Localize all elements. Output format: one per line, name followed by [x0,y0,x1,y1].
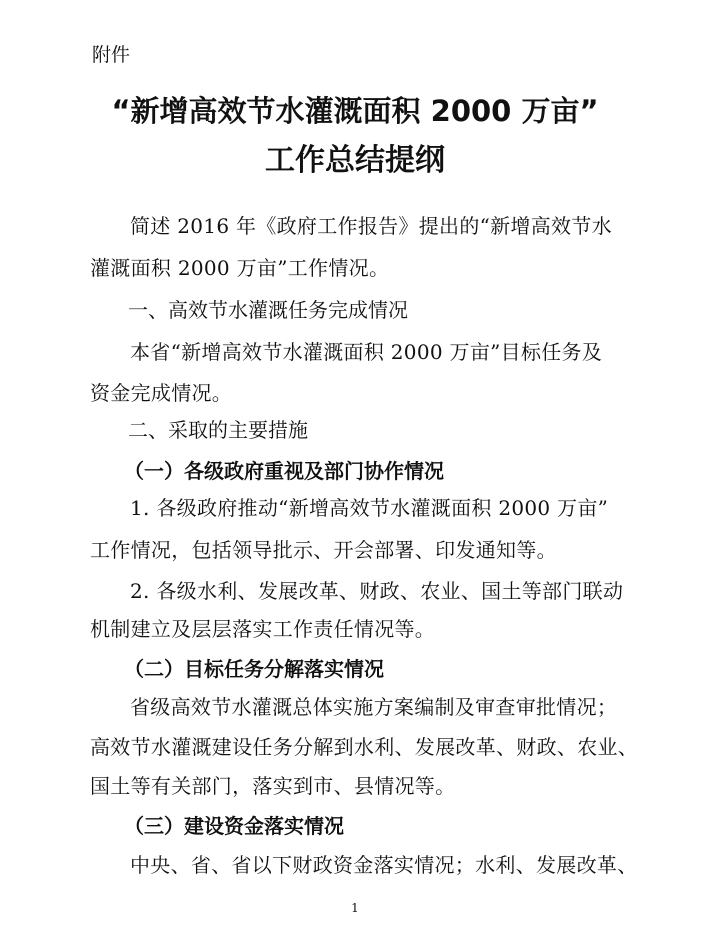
page-number: 1 [351,901,359,915]
intro-paragraph-line-2: 灌溉面积 2000 万亩”工作情况。 [90,256,390,280]
section-1-text-line-2: 资金完成情况。 [90,381,233,405]
subsection-2-text-line-2: 高效节水灌溉建设任务分解到水利、发展改革、财政、农业、 [90,735,639,759]
subsection-2-text-line-1: 省级高效节水灌溉总体实施方案编制及审查审批情况； [130,695,618,719]
subsection-1-item-1-line-2: 工作情况，包括领导批示、开会部署、印发通知等。 [90,538,557,562]
subsection-3-heading: （三）建设资金落实情况 [124,814,344,838]
intro-paragraph-line-1: 简述 2016 年《政府工作报告》提出的“新增高效节水 [130,214,612,238]
subsection-1-item-2-line-1: 2. 各级水利、发展改革、财政、农业、国土等部门联动 [130,579,624,603]
section-1-text-line-1: 本省“新增高效节水灌溉面积 2000 万亩”目标任务及 [130,340,603,364]
document-title-line-2: 工作总结提纲 [265,143,445,178]
subsection-2-heading: （二）目标任务分解落实情况 [124,657,384,681]
subsection-1-heading: （一）各级政府重视及部门协作情况 [124,459,444,483]
section-2-heading: 二、采取的主要措施 [128,418,308,442]
subsection-1-item-1-line-1: 1. 各级政府推动“新增高效节水灌溉面积 2000 万亩” [130,496,609,520]
subsection-3-text-line-1: 中央、省、省以下财政资金落实情况；水利、发展改革、 [130,853,638,877]
subsection-1-item-2-line-2: 机制建立及层层落实工作责任情况等。 [90,617,436,641]
attachment-label: 附件 [92,44,131,66]
document-title-line-1: “新增高效节水灌溉面积 2000 万亩” [111,94,599,128]
subsection-2-text-line-3: 国土等有关部门，落实到市、县情况等。 [90,774,456,798]
section-1-heading: 一、高效节水灌溉任务完成情况 [128,298,408,322]
